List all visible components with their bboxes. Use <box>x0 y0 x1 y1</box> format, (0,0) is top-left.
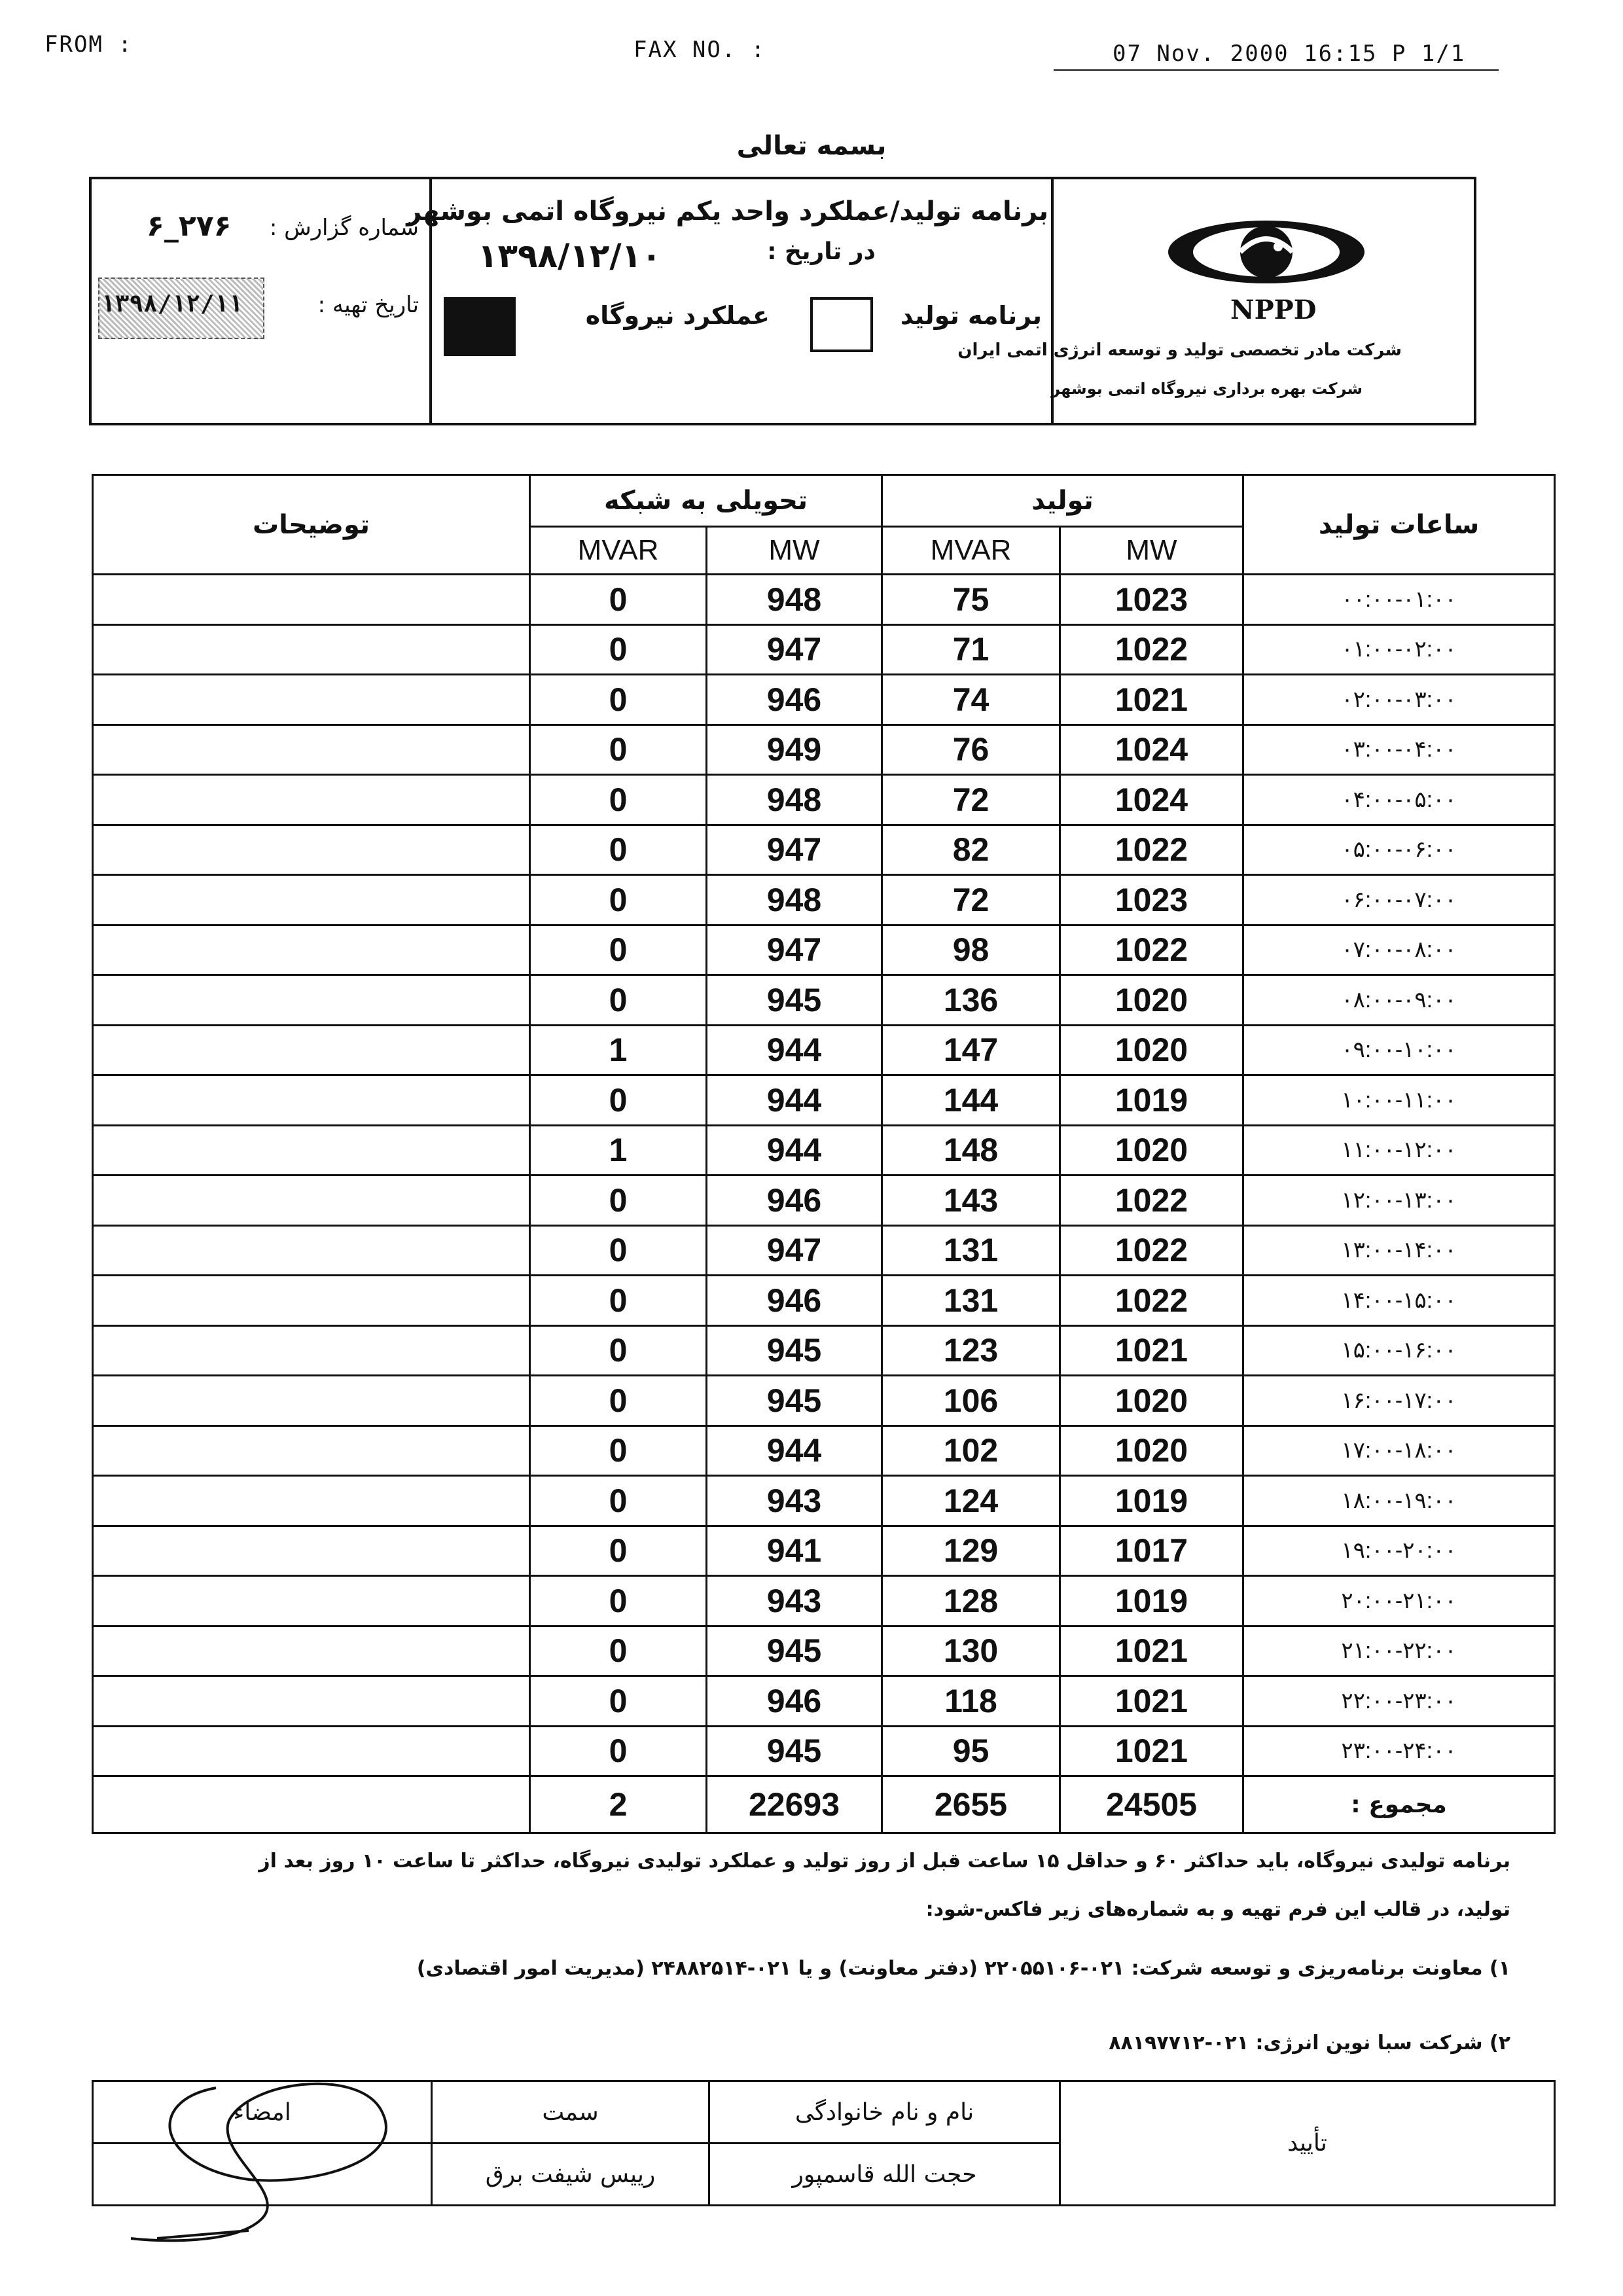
row-grid-mvar: 0 <box>530 725 707 775</box>
row-description <box>93 875 530 925</box>
table-row <box>93 1276 1555 1326</box>
table-row <box>93 1626 1555 1676</box>
row-prod-mw: 1020 <box>1060 1426 1243 1476</box>
row-prod-mw: 1024 <box>1060 725 1243 775</box>
row-prod-mvar: 128 <box>882 1576 1060 1626</box>
table-row <box>93 775 1555 825</box>
sign-label: امضاء <box>93 2081 432 2144</box>
row-description <box>93 975 530 1026</box>
signature-scribble <box>118 2062 419 2258</box>
table-row <box>93 1476 1555 1526</box>
row-hours: ۰۳:۰۰-۰۴:۰۰ <box>1243 725 1555 775</box>
row-grid-mw: 948 <box>707 875 882 925</box>
row-grid-mw: 945 <box>707 975 882 1026</box>
row-prod-mvar: 143 <box>882 1175 1060 1226</box>
row-prod-mvar: 148 <box>882 1125 1060 1175</box>
row-description <box>93 575 530 625</box>
row-prod-mw: 1017 <box>1060 1526 1243 1576</box>
row-grid-mvar: 0 <box>530 1526 707 1576</box>
row-grid-mw: 944 <box>707 1075 882 1126</box>
row-prod-mw: 1019 <box>1060 1576 1243 1626</box>
row-hours: ۰۱:۰۰-۰۲:۰۰ <box>1243 624 1555 675</box>
col-prod-mw: MW <box>1060 527 1243 575</box>
row-prod-mvar: 72 <box>882 875 1060 925</box>
total-prod-mw: 24505 <box>1060 1776 1243 1833</box>
col-description: توضیحات <box>93 475 530 575</box>
row-grid-mw: 946 <box>707 1175 882 1226</box>
total-label: مجموع : <box>1243 1776 1555 1833</box>
report-number-label: شماره گزارش : <box>269 215 419 241</box>
row-prod-mvar: 144 <box>882 1075 1060 1126</box>
row-grid-mw: 941 <box>707 1526 882 1576</box>
table-row <box>93 1376 1555 1426</box>
row-prod-mw: 1020 <box>1060 1125 1243 1175</box>
fax-from: FROM : <box>45 31 133 58</box>
total-grid-mw: 22693 <box>707 1776 882 1833</box>
row-grid-mvar: 0 <box>530 825 707 875</box>
report-date: ۱۳۹۸/۱۲/۱۰ <box>478 237 662 275</box>
row-grid-mw: 945 <box>707 1376 882 1426</box>
row-description <box>93 1676 530 1727</box>
row-prod-mvar: 102 <box>882 1426 1060 1476</box>
row-grid-mw: 945 <box>707 1325 882 1376</box>
row-description <box>93 1125 530 1175</box>
row-prod-mvar: 75 <box>882 575 1060 625</box>
row-grid-mvar: 0 <box>530 775 707 825</box>
row-prod-mw: 1022 <box>1060 1225 1243 1276</box>
row-prod-mvar: 98 <box>882 925 1060 975</box>
row-description <box>93 624 530 675</box>
row-prod-mw: 1023 <box>1060 575 1243 625</box>
company-line-1: شرکت مادر تخصصی تولید و توسعه انرژی اتمی ایران <box>957 340 1402 360</box>
row-prod-mvar: 130 <box>882 1626 1060 1676</box>
row-hours: ۱۹:۰۰-۲۰:۰۰ <box>1243 1526 1555 1576</box>
row-description <box>93 1526 530 1576</box>
row-hours: ۰۵:۰۰-۰۶:۰۰ <box>1243 825 1555 875</box>
approve-label: تأیید <box>1060 2081 1555 2206</box>
table-row <box>93 1526 1555 1576</box>
row-prod-mvar: 95 <box>882 1726 1060 1776</box>
row-grid-mvar: 0 <box>530 925 707 975</box>
performance-checkbox[interactable] <box>444 297 516 356</box>
row-grid-mw: 944 <box>707 1025 882 1075</box>
row-prod-mvar: 72 <box>882 775 1060 825</box>
row-hours: ۱۵:۰۰-۱۶:۰۰ <box>1243 1325 1555 1376</box>
row-hours: ۲۰:۰۰-۲۱:۰۰ <box>1243 1576 1555 1626</box>
row-grid-mw: 946 <box>707 675 882 725</box>
row-description <box>93 1576 530 1626</box>
row-hours: ۰۰:۰۰-۰۱:۰۰ <box>1243 575 1555 625</box>
total-description <box>93 1776 530 1833</box>
col-prod-mvar: MVAR <box>882 527 1060 575</box>
row-hours: ۲۲:۰۰-۲۳:۰۰ <box>1243 1676 1555 1727</box>
row-prod-mvar: 131 <box>882 1276 1060 1326</box>
col-grid-mvar: MVAR <box>530 527 707 575</box>
row-hours: ۰۴:۰۰-۰۵:۰۰ <box>1243 775 1555 825</box>
option-performance-label: عملکرد نیروگاه <box>585 301 770 330</box>
total-row <box>93 1776 1555 1833</box>
note-line-4: ۲) شرکت سبا نوین انرژی: ۰۲۱-۸۸۱۹۷۷۱۲ <box>1109 2032 1510 2054</box>
logo-text: NPPD <box>1230 295 1317 325</box>
col-hours: ساعات تولید <box>1243 475 1555 575</box>
col-production: تولید <box>882 475 1243 527</box>
name-label: نام و نام خانوادگی <box>709 2081 1060 2144</box>
row-description <box>93 1025 530 1075</box>
position-value: رییس شیفت برق <box>432 2144 709 2206</box>
note-line-3: ۱) معاونت برنامه‌ریزی و توسعه شرکت: ۰۲۱-۲۲۰۵۵۱۰۶ (دفتر معاونت) و یا ۰۲۱-۲۴۸۸۲۵۱۴ (مدیریت امور اقتصادی) <box>416 1957 1510 1980</box>
table-row <box>93 925 1555 975</box>
row-hours: ۱۷:۰۰-۱۸:۰۰ <box>1243 1426 1555 1476</box>
position-label: سمت <box>432 2081 709 2144</box>
row-description <box>93 1325 530 1376</box>
table-row <box>93 1075 1555 1126</box>
row-grid-mvar: 0 <box>530 1325 707 1376</box>
row-grid-mw: 947 <box>707 1225 882 1276</box>
name-value: حجت الله قاسمپور <box>709 2144 1060 2206</box>
row-hours: ۱۱:۰۰-۱۲:۰۰ <box>1243 1125 1555 1175</box>
row-grid-mw: 943 <box>707 1476 882 1526</box>
row-description <box>93 925 530 975</box>
report-number: ۲۷۶_۶ <box>147 209 232 243</box>
table-row <box>93 725 1555 775</box>
table-row <box>93 1175 1555 1226</box>
row-grid-mvar: 0 <box>530 1175 707 1226</box>
row-prod-mvar: 74 <box>882 675 1060 725</box>
row-hours: ۰۹:۰۰-۱۰:۰۰ <box>1243 1025 1555 1075</box>
row-grid-mvar: 0 <box>530 1676 707 1727</box>
table-row <box>93 675 1555 725</box>
row-prod-mw: 1024 <box>1060 775 1243 825</box>
fax-underline <box>1054 69 1499 71</box>
row-hours: ۱۲:۰۰-۱۳:۰۰ <box>1243 1175 1555 1226</box>
row-prod-mw: 1019 <box>1060 1075 1243 1126</box>
row-prod-mw: 1022 <box>1060 1175 1243 1226</box>
row-grid-mvar: 0 <box>530 875 707 925</box>
row-grid-mw: 949 <box>707 725 882 775</box>
row-description <box>93 725 530 775</box>
plan-checkbox[interactable] <box>810 297 873 352</box>
row-grid-mw: 945 <box>707 1726 882 1776</box>
row-grid-mvar: 0 <box>530 1726 707 1776</box>
row-grid-mw: 946 <box>707 1676 882 1727</box>
row-prod-mvar: 147 <box>882 1025 1060 1075</box>
row-prod-mw: 1022 <box>1060 1276 1243 1326</box>
row-prod-mvar: 136 <box>882 975 1060 1026</box>
company-line-2: شرکت بهره برداری نیروگاه اتمی بوشهر <box>1051 380 1363 398</box>
nppd-logo-icon <box>1162 213 1371 291</box>
table-row <box>93 825 1555 875</box>
row-hours: ۱۴:۰۰-۱۵:۰۰ <box>1243 1276 1555 1326</box>
row-description <box>93 1376 530 1426</box>
table-row <box>93 1426 1555 1476</box>
fax-number: FAX NO. : <box>633 37 766 63</box>
option-plan-label: برنامه تولید <box>900 301 1042 330</box>
table-row <box>93 1225 1555 1276</box>
row-grid-mvar: 0 <box>530 1576 707 1626</box>
report-title: برنامه تولید/عملکرد واحد یکم نیروگاه اتمی بوشهر <box>406 196 1048 226</box>
table-row <box>93 1726 1555 1776</box>
row-prod-mw: 1020 <box>1060 975 1243 1026</box>
row-prod-mw: 1020 <box>1060 1025 1243 1075</box>
row-grid-mw: 947 <box>707 825 882 875</box>
row-description <box>93 1175 530 1226</box>
row-prod-mvar: 106 <box>882 1376 1060 1426</box>
production-table <box>92 474 1556 1834</box>
row-grid-mw: 947 <box>707 624 882 675</box>
row-grid-mw: 944 <box>707 1426 882 1476</box>
row-prod-mw: 1021 <box>1060 675 1243 725</box>
row-grid-mw: 947 <box>707 925 882 975</box>
row-description <box>93 1726 530 1776</box>
table-row <box>93 975 1555 1026</box>
row-prod-mw: 1021 <box>1060 1726 1243 1776</box>
row-grid-mvar: 0 <box>530 1376 707 1426</box>
page-heading: بسمه تعالی <box>736 131 887 161</box>
row-grid-mvar: 0 <box>530 975 707 1026</box>
prep-date-label: تاریخ تهیه : <box>317 292 419 318</box>
row-hours: ۱۳:۰۰-۱۴:۰۰ <box>1243 1225 1555 1276</box>
col-grid-mw: MW <box>707 527 882 575</box>
row-description <box>93 1276 530 1326</box>
row-grid-mw: 943 <box>707 1576 882 1626</box>
note-line-2: تولید، در قالب این فرم تهیه و به شماره‌های زیر فاکس-شود: <box>925 1898 1510 1921</box>
row-grid-mvar: 0 <box>530 1476 707 1526</box>
row-grid-mw: 945 <box>707 1626 882 1676</box>
row-grid-mw: 944 <box>707 1125 882 1175</box>
total-grid-mvar: 2 <box>530 1776 707 1833</box>
table-row <box>93 1676 1555 1727</box>
row-prod-mvar: 82 <box>882 825 1060 875</box>
table-row <box>93 624 1555 675</box>
table-row <box>93 1125 1555 1175</box>
table-row <box>93 875 1555 925</box>
row-grid-mw: 948 <box>707 775 882 825</box>
row-prod-mw: 1023 <box>1060 875 1243 925</box>
row-description <box>93 825 530 875</box>
row-grid-mvar: 0 <box>530 1276 707 1326</box>
row-prod-mw: 1021 <box>1060 1676 1243 1727</box>
row-grid-mw: 946 <box>707 1276 882 1326</box>
row-hours: ۱۶:۰۰-۱۷:۰۰ <box>1243 1376 1555 1426</box>
row-hours: ۱۸:۰۰-۱۹:۰۰ <box>1243 1476 1555 1526</box>
row-description <box>93 1476 530 1526</box>
row-prod-mw: 1022 <box>1060 925 1243 975</box>
row-grid-mvar: 0 <box>530 624 707 675</box>
row-prod-mw: 1021 <box>1060 1325 1243 1376</box>
row-prod-mvar: 123 <box>882 1325 1060 1376</box>
row-description <box>93 1626 530 1676</box>
row-grid-mvar: 0 <box>530 575 707 625</box>
row-description <box>93 1225 530 1276</box>
row-hours: ۰۷:۰۰-۰۸:۰۰ <box>1243 925 1555 975</box>
row-prod-mvar: 124 <box>882 1476 1060 1526</box>
row-prod-mvar: 118 <box>882 1676 1060 1727</box>
row-grid-mvar: 0 <box>530 1426 707 1476</box>
date-label: در تاریخ : <box>767 238 876 265</box>
row-prod-mvar: 71 <box>882 624 1060 675</box>
table-row <box>93 575 1555 625</box>
total-prod-mvar: 2655 <box>882 1776 1060 1833</box>
row-hours: ۲۱:۰۰-۲۲:۰۰ <box>1243 1626 1555 1676</box>
row-prod-mvar: 131 <box>882 1225 1060 1276</box>
row-description <box>93 675 530 725</box>
row-prod-mvar: 129 <box>882 1526 1060 1576</box>
row-prod-mw: 1019 <box>1060 1476 1243 1526</box>
row-description <box>93 1075 530 1126</box>
row-prod-mw: 1020 <box>1060 1376 1243 1426</box>
fax-timestamp: 07 Nov. 2000 16:15 P 1/1 <box>1113 41 1466 67</box>
row-grid-mw: 948 <box>707 575 882 625</box>
table-row <box>93 1325 1555 1376</box>
row-hours: ۰۶:۰۰-۰۷:۰۰ <box>1243 875 1555 925</box>
row-hours: ۲۳:۰۰-۲۴:۰۰ <box>1243 1726 1555 1776</box>
row-hours: ۰۲:۰۰-۰۳:۰۰ <box>1243 675 1555 725</box>
row-grid-mvar: 0 <box>530 1626 707 1676</box>
row-description <box>93 1426 530 1476</box>
row-grid-mvar: 0 <box>530 675 707 725</box>
col-grid-delivery: تحویلی به شبکه <box>530 475 882 527</box>
table-row <box>93 1025 1555 1075</box>
row-grid-mvar: 1 <box>530 1025 707 1075</box>
row-hours: ۱۰:۰۰-۱۱:۰۰ <box>1243 1075 1555 1126</box>
row-prod-mvar: 76 <box>882 725 1060 775</box>
note-line-1: برنامه تولیدی نیروگاه، باید حداکثر ۶۰ و حداقل ۱۵ ساعت قبل از روز تولید و عملکرد تولیدی نیروگاه، حداکثر تا ساعت ۱۰ روز بعد از <box>259 1850 1510 1873</box>
prep-date: ۱۳۹۸/۱۲/۱۱ <box>101 291 243 317</box>
row-grid-mvar: 0 <box>530 1225 707 1276</box>
row-prod-mw: 1022 <box>1060 624 1243 675</box>
row-grid-mvar: 1 <box>530 1125 707 1175</box>
row-hours: ۰۸:۰۰-۰۹:۰۰ <box>1243 975 1555 1026</box>
row-description <box>93 775 530 825</box>
row-prod-mw: 1022 <box>1060 825 1243 875</box>
row-prod-mw: 1021 <box>1060 1626 1243 1676</box>
table-row <box>93 1576 1555 1626</box>
row-grid-mvar: 0 <box>530 1075 707 1126</box>
